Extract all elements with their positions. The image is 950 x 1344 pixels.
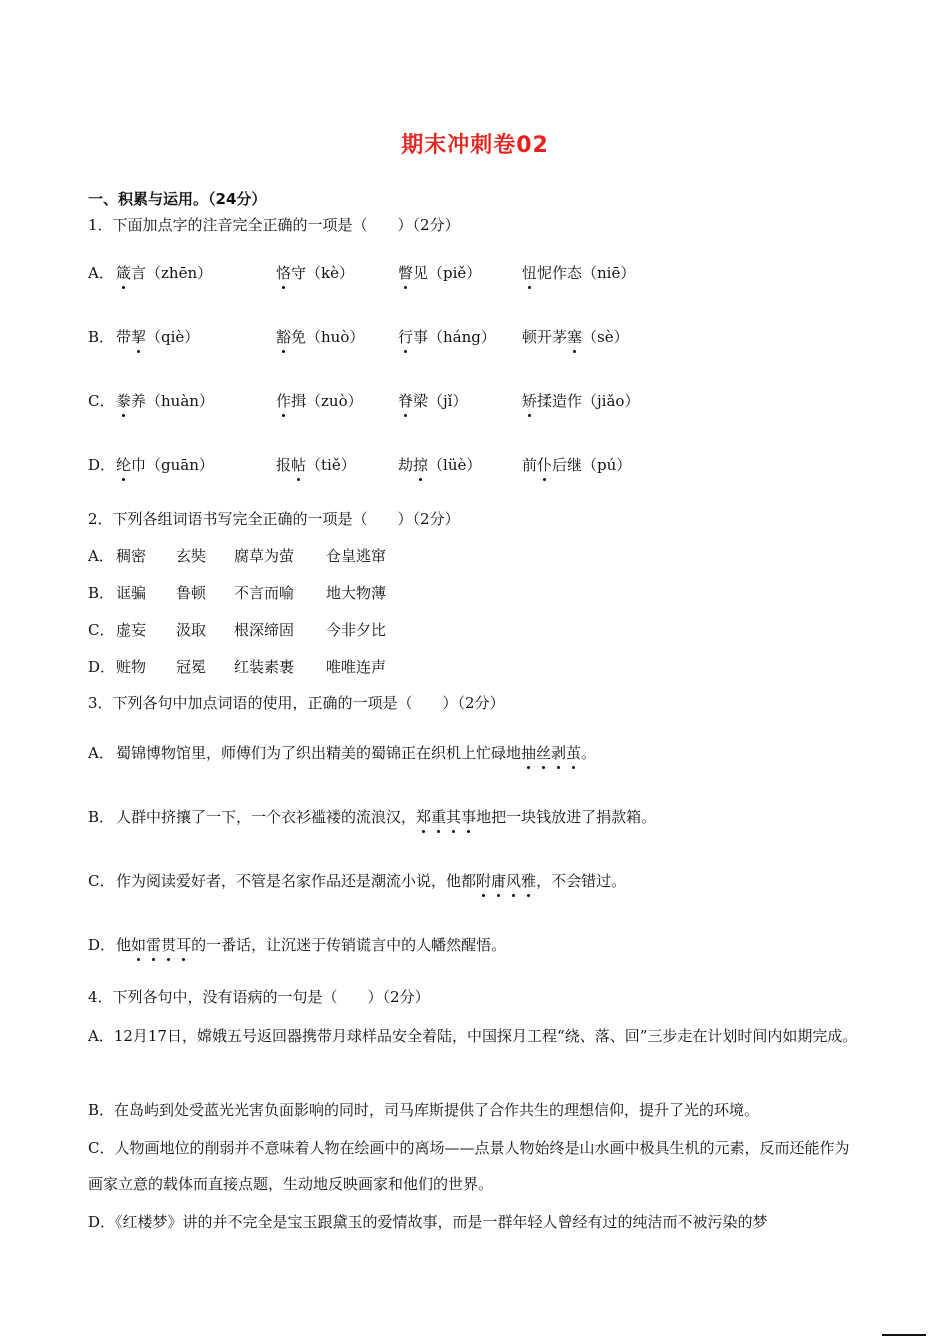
option-row <box>88 934 506 955</box>
dotted-char: 风 <box>506 872 522 890</box>
dotted-char: 塞 <box>567 328 583 346</box>
item-suffix: 免（huò） <box>291 328 365 346</box>
pinyin-item <box>276 326 364 347</box>
option-text: 在岛屿到处受蓝光光害负面影响的同时，司马库斯提供了合作共生的理想信仰，提升了光的环境。 <box>114 1101 760 1119</box>
option-row <box>88 1018 858 1054</box>
word-item: 今非夕比 <box>326 621 387 639</box>
option-label: D． <box>88 1213 116 1231</box>
dotted-char: 帖 <box>291 456 307 474</box>
pinyin-item <box>522 262 635 283</box>
option-row <box>88 1092 858 1128</box>
corner-mark <box>882 1334 926 1336</box>
pinyin-item <box>116 262 212 283</box>
dotted-char: 脊 <box>398 392 414 410</box>
item-suffix: 梁（jǐ） <box>413 392 468 410</box>
dotted-char: 行 <box>398 328 414 346</box>
option-row <box>88 870 626 891</box>
pinyin-item <box>398 454 481 475</box>
item-suffix: （lüè） <box>428 456 482 474</box>
option-label: D． <box>88 658 116 676</box>
option-label: D． <box>88 456 116 474</box>
dotted-char: 重 <box>431 808 447 826</box>
item-suffix: 养（huàn） <box>131 392 214 410</box>
dotted-phrase <box>476 872 536 890</box>
dotted-char: 挈 <box>131 328 147 346</box>
word-item: 根深缔固 <box>234 621 295 639</box>
pinyin-item <box>276 454 356 475</box>
option-label: B． <box>88 808 115 826</box>
item-suffix: 揖（zuò） <box>291 392 363 410</box>
item-suffix: （tiě） <box>306 456 356 474</box>
option-label: D． <box>88 936 116 954</box>
option-label: C． <box>88 1139 115 1157</box>
item-prefix: 带 <box>116 328 132 346</box>
item-suffix: 揉造作（jiǎo） <box>537 392 640 410</box>
dotted-char: 雅 <box>521 872 537 890</box>
page-title: 期末冲刺卷02 <box>401 133 549 158</box>
option-label: C． <box>88 392 115 410</box>
option-label: C． <box>88 872 115 890</box>
item-prefix: 前 <box>522 456 538 474</box>
dotted-char: 豁 <box>276 328 292 346</box>
dotted-char: 其 <box>446 808 462 826</box>
word-item: 鲁顿 <box>176 584 207 602</box>
option-label: B． <box>88 1101 115 1119</box>
dotted-char: 庸 <box>491 872 507 890</box>
word-item: 诓骗 <box>116 584 147 602</box>
dotted-char: 作 <box>276 392 292 410</box>
pinyin-item <box>116 390 214 411</box>
word-item: 地大物薄 <box>326 584 387 602</box>
dotted-char: 雷 <box>146 936 162 954</box>
option-row <box>88 806 656 827</box>
dotted-char: 纶 <box>116 456 132 474</box>
option-row <box>88 1130 858 1202</box>
pinyin-item <box>116 326 199 347</box>
sentence-suffix: ，不会错过。 <box>536 872 627 890</box>
option-label: A． <box>88 264 114 282</box>
dotted-char: 瞥 <box>398 264 414 282</box>
dotted-char: 事 <box>461 808 477 826</box>
item-prefix: 顿开茅 <box>522 328 568 346</box>
sentence-prefix: 人群中挤攘了一下，一个衣衫褴褛的流浪汉， <box>116 808 417 826</box>
dotted-char: 豢 <box>116 392 132 410</box>
item-suffix: （sè） <box>582 328 629 346</box>
dotted-char: 如 <box>131 936 147 954</box>
word-item: 稠密 <box>116 547 147 565</box>
pinyin-item <box>276 262 354 283</box>
sentence-prefix: 蜀锦博物馆里，师傅们为了织出精美的蜀锦正在织机上忙碌地 <box>116 744 522 762</box>
question-2-stem: 2．下列各组词语书写完全正确的一项是（ ）（2分） <box>88 510 460 528</box>
section-heading: 一、积累与运用。（24分） <box>88 190 267 208</box>
pinyin-item <box>522 454 631 475</box>
dotted-char: 掠 <box>413 456 429 474</box>
dotted-phrase <box>521 744 581 762</box>
pinyin-item <box>522 390 639 411</box>
item-suffix: 事（háng） <box>413 328 496 346</box>
dotted-char: 箴 <box>116 264 132 282</box>
dotted-phrase <box>416 808 476 826</box>
sentence-prefix: 他 <box>116 936 132 954</box>
word-item: 玄奘 <box>176 547 207 565</box>
option-label: C． <box>88 621 115 639</box>
question-1-stem: 1．下面加点字的注音完全正确的一项是（ ）（2分） <box>88 216 460 234</box>
option-label: A． <box>88 1027 114 1045</box>
sentence-prefix: 作为阅读爱好者，不管是名家作品还是潮流小说，他都 <box>116 872 477 890</box>
word-item: 赃物 <box>116 658 147 676</box>
option-label: A． <box>88 744 114 762</box>
dotted-char: 仆 <box>537 456 553 474</box>
option-row <box>88 742 596 763</box>
dotted-char: 丝 <box>536 744 552 762</box>
sentence-suffix: 地把一块钱放进了捐款箱。 <box>476 808 657 826</box>
item-suffix: 后继（pú） <box>552 456 632 474</box>
option-label: A． <box>88 547 114 565</box>
sentence-suffix: 的一番话，让沉迷于传销谎言中的人幡然醒悟。 <box>191 936 507 954</box>
dotted-char: 恪 <box>276 264 292 282</box>
dotted-char: 剥 <box>551 744 567 762</box>
item-suffix: 怩作态（niē） <box>537 264 636 282</box>
pinyin-item <box>398 390 467 411</box>
pinyin-item <box>398 262 481 283</box>
option-label: B． <box>88 584 115 602</box>
dotted-char: 贯 <box>161 936 177 954</box>
item-prefix: 报 <box>276 456 292 474</box>
item-suffix: 守（kè） <box>291 264 354 282</box>
item-prefix: 劫 <box>398 456 414 474</box>
sentence-suffix: 。 <box>581 744 597 762</box>
word-item: 红装素裹 <box>234 658 295 676</box>
dotted-char: 忸 <box>522 264 538 282</box>
option-label: B． <box>88 328 115 346</box>
pinyin-item <box>116 454 214 475</box>
word-item: 不言而喻 <box>234 584 295 602</box>
question-4-stem: 4．下列各句中，没有语病的一句是（ ）（2分） <box>88 988 430 1006</box>
item-suffix: 巾（guān） <box>131 456 214 474</box>
option-row <box>88 1204 858 1240</box>
item-suffix: 见（piě） <box>413 264 482 282</box>
dotted-char: 耳 <box>176 936 192 954</box>
item-suffix: 言（zhēn） <box>131 264 213 282</box>
word-item: 冠冕 <box>176 658 207 676</box>
word-item: 唯唯连声 <box>326 658 387 676</box>
question-3-stem: 3．下列各句中加点词语的使用，正确的一项是（ ）（2分） <box>88 694 505 712</box>
pinyin-item <box>276 390 363 411</box>
dotted-char: 附 <box>476 872 492 890</box>
dotted-char: 郑 <box>416 808 432 826</box>
dotted-char: 茧 <box>566 744 582 762</box>
option-text: 《红楼梦》讲的并不完全是宝玉跟黛玉的爱情故事，而是一群年轻人曾经有过的纯洁而不被污染的梦 <box>115 1213 768 1231</box>
word-item: 虚妄 <box>116 621 147 639</box>
item-suffix: （qiè） <box>146 328 200 346</box>
word-item: 仓皇逃窜 <box>326 547 387 565</box>
pinyin-item <box>398 326 496 347</box>
dotted-char: 矫 <box>522 392 538 410</box>
word-item: 腐草为萤 <box>234 547 295 565</box>
dotted-phrase <box>131 936 191 954</box>
option-text: 12月17日，嫦娥五号返回器携带月球样品安全着陆，中国探月工程“绕、落、回”三步走在计划时间内如期完成。 <box>113 1027 858 1045</box>
pinyin-item <box>522 326 629 347</box>
dotted-char: 抽 <box>521 744 537 762</box>
word-item: 汲取 <box>176 621 207 639</box>
option-text: 人物画地位的削弱并不意味着人物在绘画中的离场——点景人物始终是山水画中极具生机的元素，反而还能作为画家立意的载体而直接点题，生动地反映画家和他们的世界。 <box>88 1139 850 1193</box>
